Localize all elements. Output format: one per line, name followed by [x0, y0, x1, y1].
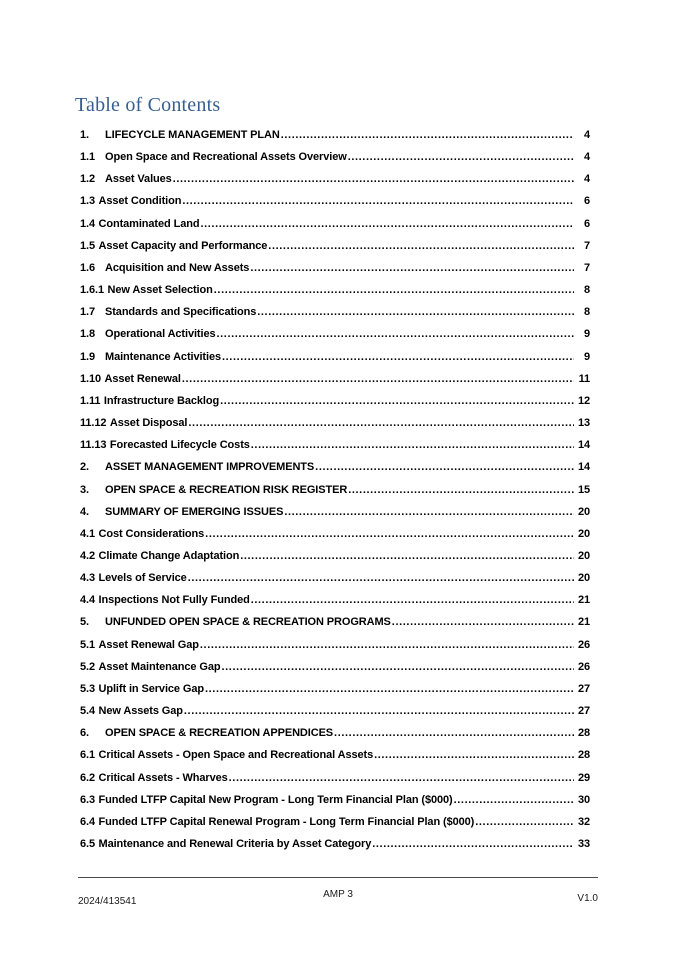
- toc-leader-dots: [216, 323, 574, 345]
- toc-entry-page: 27: [577, 682, 590, 695]
- toc-entry-label: Infrastructure Backlog: [103, 394, 220, 407]
- toc-entry-number: 1.6: [80, 261, 95, 274]
- footer-doc-label: AMP 3: [323, 889, 353, 900]
- toc-entry[interactable]: [80, 190, 590, 212]
- toc-entry-page: 4: [583, 151, 590, 164]
- toc-entry-label: UNFUNDED OPEN SPACE & RECREATION PROGRAMS: [105, 616, 391, 629]
- toc-entry-number: 1.7: [80, 306, 95, 319]
- toc-entry-number: 1.3: [80, 195, 95, 208]
- toc-entry-label: Asset Condition: [98, 195, 182, 208]
- toc-entry-label: SUMMARY OF EMERGING ISSUES: [105, 505, 284, 518]
- toc-entry-page: 6: [583, 217, 590, 230]
- toc-entry-number: 6.: [80, 727, 89, 740]
- toc-entry[interactable]: [80, 368, 590, 390]
- toc-entry-label: Standards and Specifications: [105, 306, 257, 319]
- toc-entry-label: Asset Values: [105, 173, 172, 186]
- toc-entry-number: 5.4: [80, 705, 95, 718]
- toc-entry[interactable]: [80, 434, 590, 456]
- toc-leader-dots: [222, 656, 575, 678]
- toc-entry-label: LIFECYCLE MANAGEMENT PLAN: [105, 129, 280, 141]
- toc-leader-dots: [229, 767, 574, 789]
- toc-entry-label: Asset Maintenance Gap: [98, 660, 221, 673]
- toc-entry[interactable]: [80, 301, 590, 323]
- toc-entry-page: 7: [583, 261, 590, 274]
- toc-entry-number: 5.: [80, 616, 89, 629]
- toc-leader-dots: [392, 611, 574, 633]
- toc-entry-page: 6: [583, 195, 590, 208]
- toc-entry-number: 1.: [80, 129, 89, 141]
- toc-entry[interactable]: [80, 235, 590, 257]
- toc-leader-dots: [214, 279, 574, 301]
- toc-leader-dots: [205, 678, 574, 700]
- toc-entry-page: 20: [577, 505, 590, 518]
- toc-entry-label: Critical Assets - Wharves: [98, 771, 228, 784]
- toc-entry[interactable]: [80, 700, 590, 722]
- toc-leader-dots: [240, 545, 574, 567]
- toc-entry-page: 7: [583, 239, 590, 252]
- toc-entry-number: 3.: [80, 483, 89, 496]
- toc-leader-dots: [182, 368, 574, 390]
- footer-rule: [78, 877, 598, 878]
- toc-entry-page: 4: [583, 173, 590, 186]
- toc-entry[interactable]: [80, 124, 590, 146]
- toc-leader-dots: [220, 390, 574, 412]
- toc-entry[interactable]: [80, 722, 590, 744]
- toc-entry-label: Forecasted Lifecycle Costs: [109, 439, 250, 452]
- toc-entry-number: 11.12: [80, 417, 107, 430]
- toc-entry-label: Uplift in Service Gap: [98, 682, 204, 695]
- page-title: Table of Contents: [75, 94, 221, 116]
- toc-entry-page: 9: [583, 350, 590, 363]
- footer-doc-number: 2024/413541: [78, 896, 137, 907]
- toc-entry[interactable]: [80, 168, 590, 190]
- toc-entry[interactable]: [80, 479, 590, 501]
- toc-entry-label: Operational Activities: [105, 328, 216, 341]
- toc-leader-dots: [188, 412, 574, 434]
- toc-entry-label: New Asset Selection: [107, 284, 213, 297]
- toc-entry-label: OPEN SPACE & RECREATION APPENDICES: [105, 727, 334, 740]
- toc-entry-label: Funded LTFP Capital Renewal Program - Long Term Financial Plan ($000): [98, 815, 475, 828]
- toc-entry-number: 6.5: [80, 838, 95, 850]
- toc-entry[interactable]: [80, 213, 590, 235]
- toc-entry-number: 1.9: [80, 350, 95, 363]
- toc-entry-page: 21: [577, 616, 590, 629]
- toc-entry[interactable]: [80, 589, 590, 611]
- toc-entry-page: 30: [577, 793, 590, 806]
- toc-entry[interactable]: [80, 257, 590, 279]
- toc-entry[interactable]: [80, 767, 590, 789]
- toc-entry-page: 20: [577, 549, 590, 562]
- toc-entry-label: Critical Assets - Open Space and Recreational Assets: [98, 749, 374, 762]
- toc-entry[interactable]: [80, 545, 590, 567]
- toc-entry-label: Cost Considerations: [98, 527, 205, 540]
- toc-entry-number: 1.5: [80, 239, 95, 252]
- toc-entry-number: 4.1: [80, 527, 95, 540]
- toc-entry-page: 29: [577, 771, 590, 784]
- toc-entry-number: 4.2: [80, 549, 95, 562]
- toc-entry-number: 1.4: [80, 217, 95, 230]
- toc-leader-dots: [188, 567, 574, 589]
- toc-entry-label: Asset Disposal: [109, 417, 188, 430]
- toc-entry-page: 11: [578, 372, 590, 385]
- toc-entry-number: 1.6.1: [80, 284, 104, 297]
- toc-entry-page: 33: [577, 838, 590, 850]
- toc-entry-number: 4.3: [80, 572, 95, 585]
- toc-entry-page: 13: [577, 417, 590, 430]
- toc-entry[interactable]: [80, 656, 590, 678]
- toc-entry-label: OPEN SPACE & RECREATION RISK REGISTER: [105, 483, 348, 496]
- toc-entry-number: 4.4: [80, 594, 95, 607]
- toc-entry-number: 4.: [80, 505, 89, 518]
- toc-leader-dots: [184, 700, 574, 722]
- toc-entry-number: 2.: [80, 461, 89, 474]
- footer-version: V1.0: [577, 893, 598, 904]
- toc-entry-page: 27: [577, 705, 590, 718]
- toc-leader-dots: [200, 634, 574, 656]
- toc-leader-dots: [200, 213, 574, 235]
- page-footer: [78, 877, 598, 917]
- toc-entry-page: 20: [577, 527, 590, 540]
- toc-entry[interactable]: [80, 146, 590, 168]
- toc-entry[interactable]: [80, 279, 590, 301]
- toc-entry-label: New Assets Gap: [98, 705, 183, 718]
- toc-entry-number: 1.1: [80, 151, 95, 164]
- toc-leader-dots: [250, 257, 574, 279]
- toc-leader-dots: [315, 456, 574, 478]
- toc-entry[interactable]: [80, 744, 590, 766]
- toc-leader-dots: [348, 479, 574, 501]
- toc-leader-dots: [222, 346, 574, 368]
- toc-leader-dots: [182, 190, 574, 212]
- toc-entry-label: Asset Capacity and Performance: [98, 239, 268, 252]
- toc-entry[interactable]: [80, 811, 590, 833]
- toc-entry[interactable]: [80, 346, 590, 368]
- toc-entry[interactable]: [80, 567, 590, 589]
- toc-entry[interactable]: [80, 501, 590, 523]
- toc-entry-page: 20: [577, 572, 590, 585]
- toc-entry-page: 15: [577, 483, 590, 496]
- toc-entry-number: 5.1: [80, 638, 95, 651]
- toc-entry-label: Acquisition and New Assets: [105, 261, 250, 274]
- toc-leader-dots: [251, 434, 574, 456]
- toc-leader-dots: [284, 501, 574, 523]
- toc-entry-page: 32: [577, 815, 590, 828]
- toc-entry-label: Maintenance and Renewal Criteria by Asset Category: [98, 838, 372, 850]
- toc-entry-page: 26: [577, 660, 590, 673]
- toc-leader-dots: [173, 168, 574, 190]
- toc-entry-page: 28: [577, 727, 590, 740]
- toc-entry-label: Funded LTFP Capital New Program - Long Term Financial Plan ($000): [98, 793, 453, 806]
- toc-entry-number: 5.3: [80, 682, 95, 695]
- toc-entry-label: ASSET MANAGEMENT IMPROVEMENTS: [105, 461, 315, 474]
- toc-leader-dots: [281, 124, 574, 146]
- toc-entry-number: 1.11: [80, 394, 101, 407]
- toc-entry-page: 9: [583, 328, 590, 341]
- toc-entry[interactable]: [80, 789, 590, 811]
- toc-entry-number: 6.1: [80, 749, 95, 762]
- toc-entry-number: 6.4: [80, 815, 95, 828]
- toc-leader-dots: [348, 146, 574, 168]
- toc-entry-label: Climate Change Adaptation: [98, 549, 240, 562]
- toc-leader-dots: [374, 744, 574, 766]
- toc-entry[interactable]: [80, 611, 590, 633]
- toc-entry[interactable]: [80, 833, 590, 855]
- toc-leader-dots: [475, 811, 574, 833]
- toc-entry-page: 12: [577, 394, 590, 407]
- toc-entry[interactable]: [80, 523, 590, 545]
- toc-leader-dots: [454, 789, 574, 811]
- toc-entry-label: Inspections Not Fully Funded: [98, 594, 250, 607]
- toc-entry-number: 1.10: [80, 372, 102, 385]
- toc-leader-dots: [251, 589, 574, 611]
- toc-entry-number: 1.2: [80, 173, 95, 186]
- toc-entry-label: Levels of Service: [98, 572, 187, 585]
- toc-leader-dots: [205, 523, 574, 545]
- toc-entry-page: 8: [583, 306, 590, 319]
- toc-entry-label: Maintenance Activities: [105, 350, 221, 363]
- toc-entry-number: 11.13: [80, 439, 107, 452]
- toc-entry[interactable]: [80, 634, 590, 656]
- toc-entry[interactable]: [80, 390, 590, 412]
- toc-entry-number: 5.2: [80, 660, 95, 673]
- toc-entry[interactable]: [80, 323, 590, 345]
- toc-entry-label: Asset Renewal: [104, 372, 181, 385]
- toc-entry-page: 28: [577, 749, 590, 762]
- toc-entry-page: 21: [577, 594, 590, 607]
- toc-entry[interactable]: [80, 678, 590, 700]
- toc-leader-dots: [372, 833, 574, 855]
- toc-entry-page: 26: [577, 638, 590, 651]
- toc-entry-page: 14: [577, 439, 590, 452]
- toc-entry-number: 6.2: [80, 771, 95, 784]
- toc-entry-label: Contaminated Land: [98, 217, 200, 230]
- toc-list: [80, 124, 590, 855]
- toc-leader-dots: [334, 722, 574, 744]
- toc-entry-page: 4: [583, 129, 590, 141]
- toc-entry-number: 1.8: [80, 328, 95, 341]
- toc-leader-dots: [257, 301, 574, 323]
- toc-entry-page: 14: [577, 461, 590, 474]
- toc-entry[interactable]: [80, 456, 590, 478]
- toc-entry-page: 8: [583, 284, 590, 297]
- toc-entry-number: 6.3: [80, 793, 95, 806]
- toc-entry[interactable]: [80, 412, 590, 434]
- toc-entry-label: Asset Renewal Gap: [98, 638, 199, 651]
- toc-entry-label: Open Space and Recreational Assets Overview: [105, 151, 347, 164]
- toc-leader-dots: [268, 235, 574, 257]
